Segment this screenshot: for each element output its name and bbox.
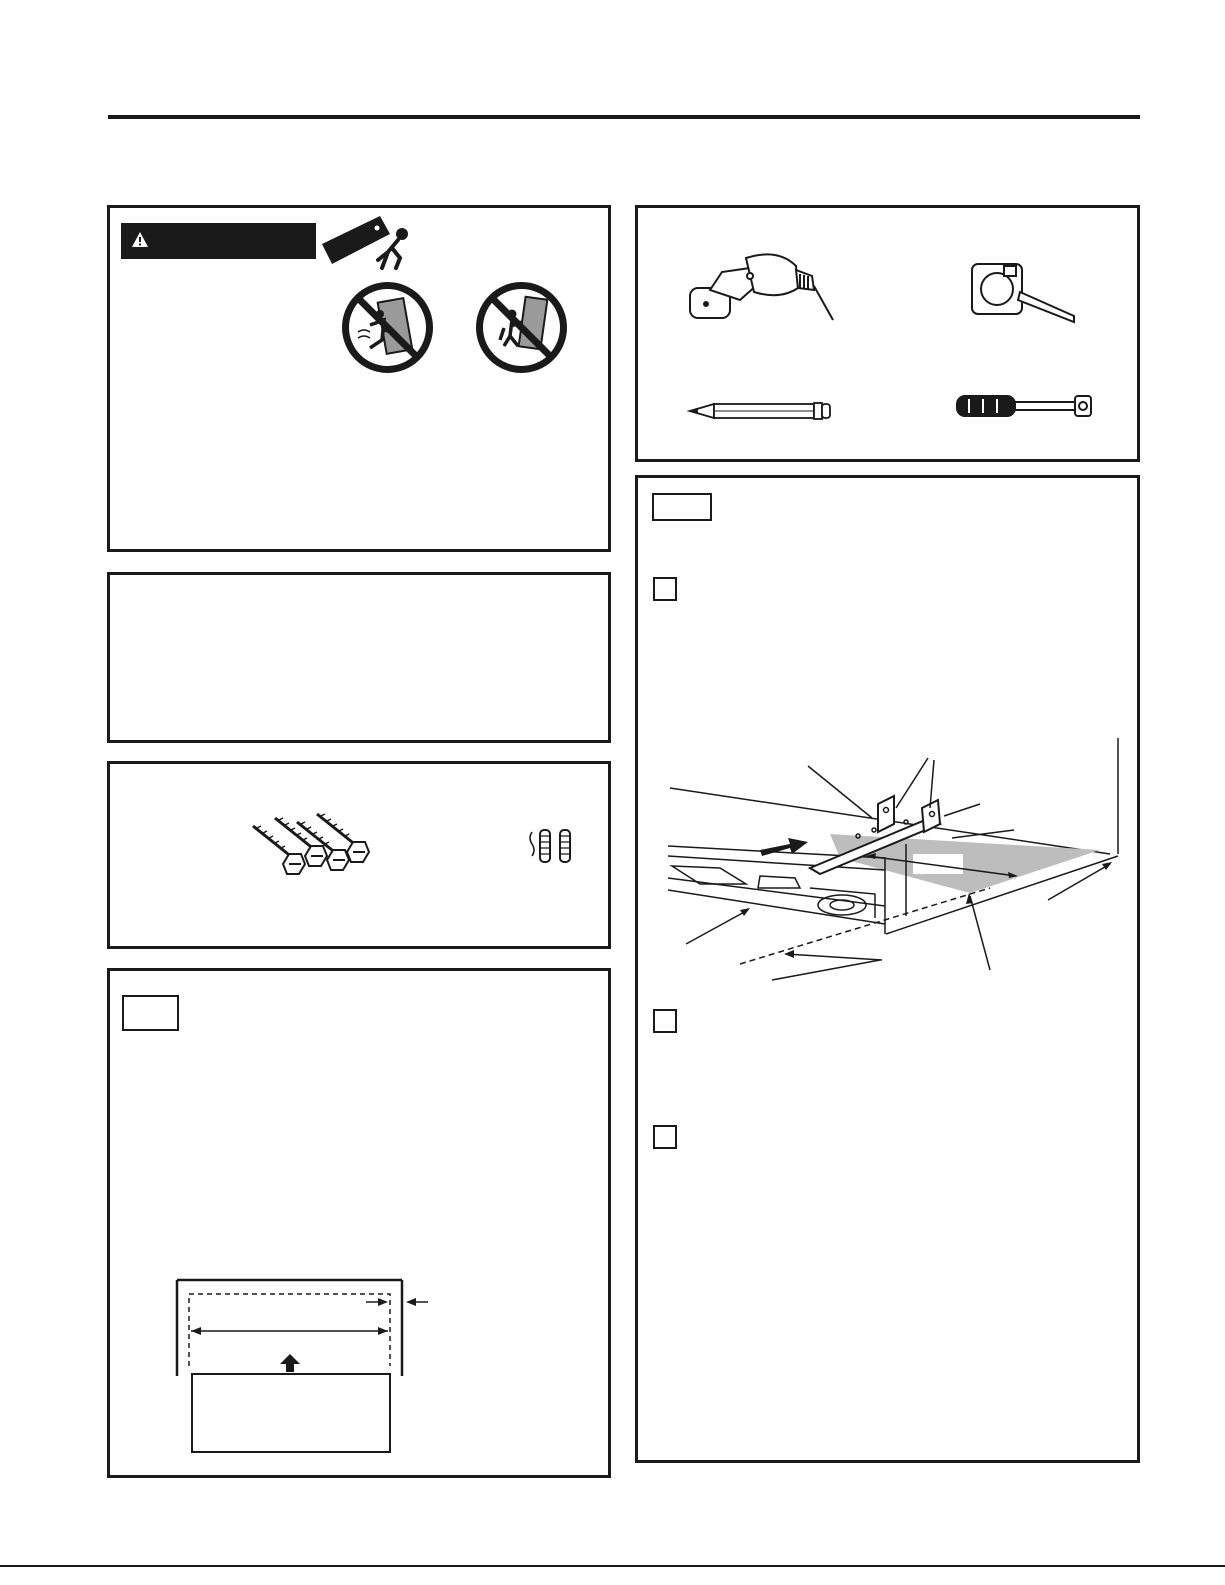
lag-screws-illustration [245,818,375,888]
header-rule [108,115,1140,119]
substep-box-1 [653,577,677,601]
tape-measure-icon [970,262,1080,326]
tip-over-hazard-icon [322,214,422,274]
step-tag-right [652,493,712,521]
nut-driver-icon [955,390,1095,422]
warning-label-bar [121,223,316,259]
substep-box-2 [653,1009,677,1033]
wall-anchors-illustration [526,826,580,866]
opening-width-diagram [170,1278,440,1458]
drill-icon [688,248,838,328]
anti-tip-bracket-diagram [660,738,1130,998]
step-tag-left [122,995,179,1031]
warning-triangle-icon [131,231,149,249]
footer-rule [0,1565,1225,1567]
pencil-icon [688,400,833,422]
no-climbing-icon [340,280,435,375]
tools-panel [635,205,1140,462]
notice-panel [107,572,611,743]
substep-box-3 [653,1125,677,1149]
no-hanging-icon [474,280,569,375]
